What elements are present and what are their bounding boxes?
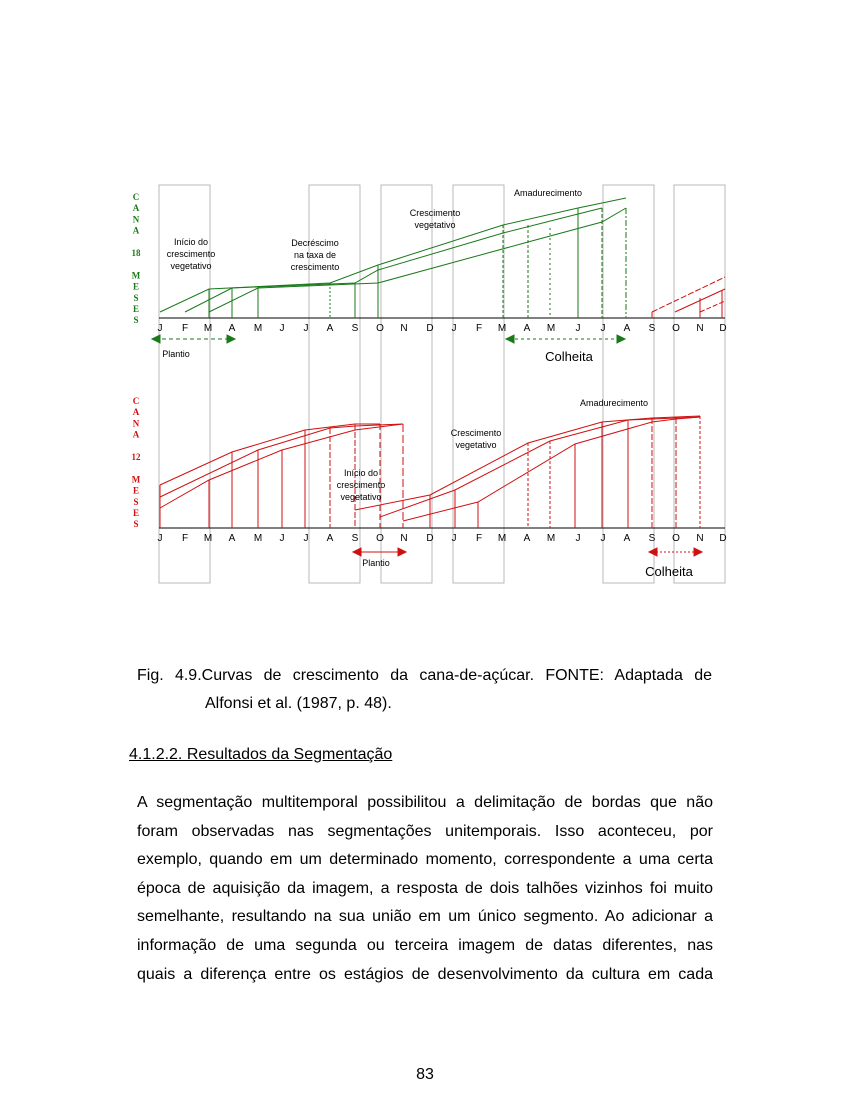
top-curve-1 (160, 198, 626, 312)
bottom-colheita-label: Colheita (645, 564, 693, 579)
month-label: M (497, 323, 507, 334)
body-line: exemplo, quando em um determinado momento, correspondente a uma certa (137, 851, 713, 869)
side-label-char: A (132, 225, 140, 236)
side-label-char: C (132, 192, 140, 202)
annotation-decrescimo: crescimento (290, 262, 340, 272)
top-plantio-label: Plantio (162, 349, 190, 359)
month-label: J (157, 323, 163, 334)
month-label: A (623, 323, 631, 334)
bottom-annotations (337, 398, 648, 502)
month-label: J (303, 533, 309, 544)
side-label-char: E (132, 508, 140, 518)
side-label-char: A (132, 429, 140, 440)
bottom-plantio-arrow (353, 548, 406, 556)
body-paragraph (137, 789, 713, 989)
annotation-amadurecimento: Amadurecimento (513, 188, 583, 198)
top-side-label (132, 192, 142, 325)
month-label: J (575, 533, 581, 544)
month-label: M (203, 533, 213, 544)
body-line: época de aquisição da imagem, a resposta de dois talhões vizinhos foi muito (137, 879, 713, 897)
body-line: foram observadas nas segmentações unitemporais. Isso aconteceu, por (137, 822, 713, 840)
side-label-char: M (131, 474, 141, 485)
body-line: quais a diferença entre os estágios de desenvolvimento da cultura em cada (137, 965, 713, 983)
annotation-inicio: crescimento (166, 249, 216, 259)
month-label: D (426, 323, 434, 334)
month-label: J (157, 533, 163, 544)
top-colheita-label: Colheita (545, 349, 593, 364)
month-label: J (575, 323, 581, 334)
bottom-plantio-label: Plantio (362, 558, 390, 568)
month-label: S (648, 533, 656, 544)
caption-line-1: Fig. 4.9.Curvas de crescimento da cana-de-açúcar. FONTE: Adaptada de (137, 667, 712, 684)
month-label: A (523, 323, 531, 334)
annotation-inicio: Início do (343, 468, 379, 478)
month-label: M (203, 323, 213, 334)
side-label-char: 12 (131, 452, 141, 462)
month-label: M (497, 533, 507, 544)
annotation-crescimento: Crescimento (450, 428, 502, 438)
top-colheita-arrow (506, 335, 625, 343)
side-label-char: E (132, 485, 140, 496)
section-title: 4.1.2.2. Resultados da Segmentação (129, 746, 393, 763)
month-label: J (279, 533, 285, 544)
month-label: O (376, 533, 384, 544)
month-label: F (475, 533, 483, 544)
caption-line-2: Alfonsi et al. (1987, p. 48). (205, 695, 392, 712)
month-label: M (253, 323, 263, 334)
month-label: O (672, 533, 680, 544)
figure-caption (137, 662, 712, 718)
side-label-char: E (132, 304, 140, 314)
month-label: J (600, 533, 606, 544)
month-label: J (451, 533, 457, 544)
annotation-inicio: Início do (173, 237, 209, 247)
month-label: S (648, 323, 656, 334)
annotation-crescimento: Crescimento (409, 208, 461, 218)
month-label: A (326, 533, 334, 544)
month-label: S (351, 533, 359, 544)
month-label: N (400, 533, 408, 544)
page-number: 83 (416, 1066, 434, 1083)
month-label: O (376, 323, 384, 334)
month-label: S (351, 323, 359, 334)
month-label: M (546, 533, 556, 544)
side-label-char: N (132, 418, 140, 429)
month-label: F (181, 533, 189, 544)
month-label: O (672, 323, 680, 334)
month-label: A (623, 533, 631, 544)
month-label: M (253, 533, 263, 544)
side-label-char: S (133, 496, 139, 507)
side-label-char: C (132, 396, 140, 406)
annotation-crescimento: vegetativo (455, 440, 497, 450)
month-label: D (719, 323, 727, 334)
month-label: M (546, 323, 556, 334)
side-label-char: 18 (131, 248, 141, 258)
month-label: J (451, 323, 457, 334)
body-line: A segmentação multitemporal possibilitou a delimitação de bordas que não (137, 794, 713, 811)
side-label-char: N (132, 214, 140, 225)
month-label: N (400, 323, 408, 334)
month-label: N (696, 533, 704, 544)
top-annotations (167, 188, 582, 272)
top-red-tail (652, 277, 725, 318)
side-label-char: S (133, 519, 139, 530)
side-label-char: S (133, 315, 139, 326)
bottom-colheita-arrow (649, 548, 702, 556)
annotation-decrescimo: na taxa de (293, 250, 337, 260)
month-label: J (279, 323, 285, 334)
bottom-months (158, 533, 727, 544)
month-label: A (523, 533, 531, 544)
side-label-char: M (131, 270, 141, 281)
bottom-curve-6 (403, 417, 700, 521)
side-label-char: E (132, 281, 140, 292)
annotation-inicio: vegetativo (170, 261, 212, 271)
bottom-side-label (132, 396, 142, 529)
side-label-char: A (132, 407, 140, 418)
month-label: D (719, 533, 727, 544)
month-label: J (600, 323, 606, 334)
month-label: A (228, 323, 236, 334)
annotation-crescimento: vegetativo (414, 220, 456, 230)
annotation-decrescimo: Decréscimo (291, 238, 339, 248)
body-line: semelhante, resultando na sua união em um único segmento. Ao adicionar a (137, 908, 713, 926)
month-label: F (181, 323, 189, 334)
top-months (158, 323, 727, 334)
body-line: informação de uma segunda ou terceira imagem de datas diferentes, nas (137, 936, 713, 954)
month-label: N (696, 323, 704, 334)
month-label: J (303, 323, 309, 334)
top-plantio-arrow (152, 335, 235, 343)
month-label: A (228, 533, 236, 544)
annotation-amadurecimento: Amadurecimento (579, 398, 649, 408)
month-label: A (326, 323, 334, 334)
annotation-inicio: crescimento (336, 480, 386, 490)
bottom-chart (159, 416, 725, 556)
side-label-char: S (133, 292, 139, 303)
side-label-char: A (132, 203, 140, 214)
month-label: D (426, 533, 434, 544)
annotation-inicio: vegetativo (340, 492, 382, 502)
month-label: F (475, 323, 483, 334)
